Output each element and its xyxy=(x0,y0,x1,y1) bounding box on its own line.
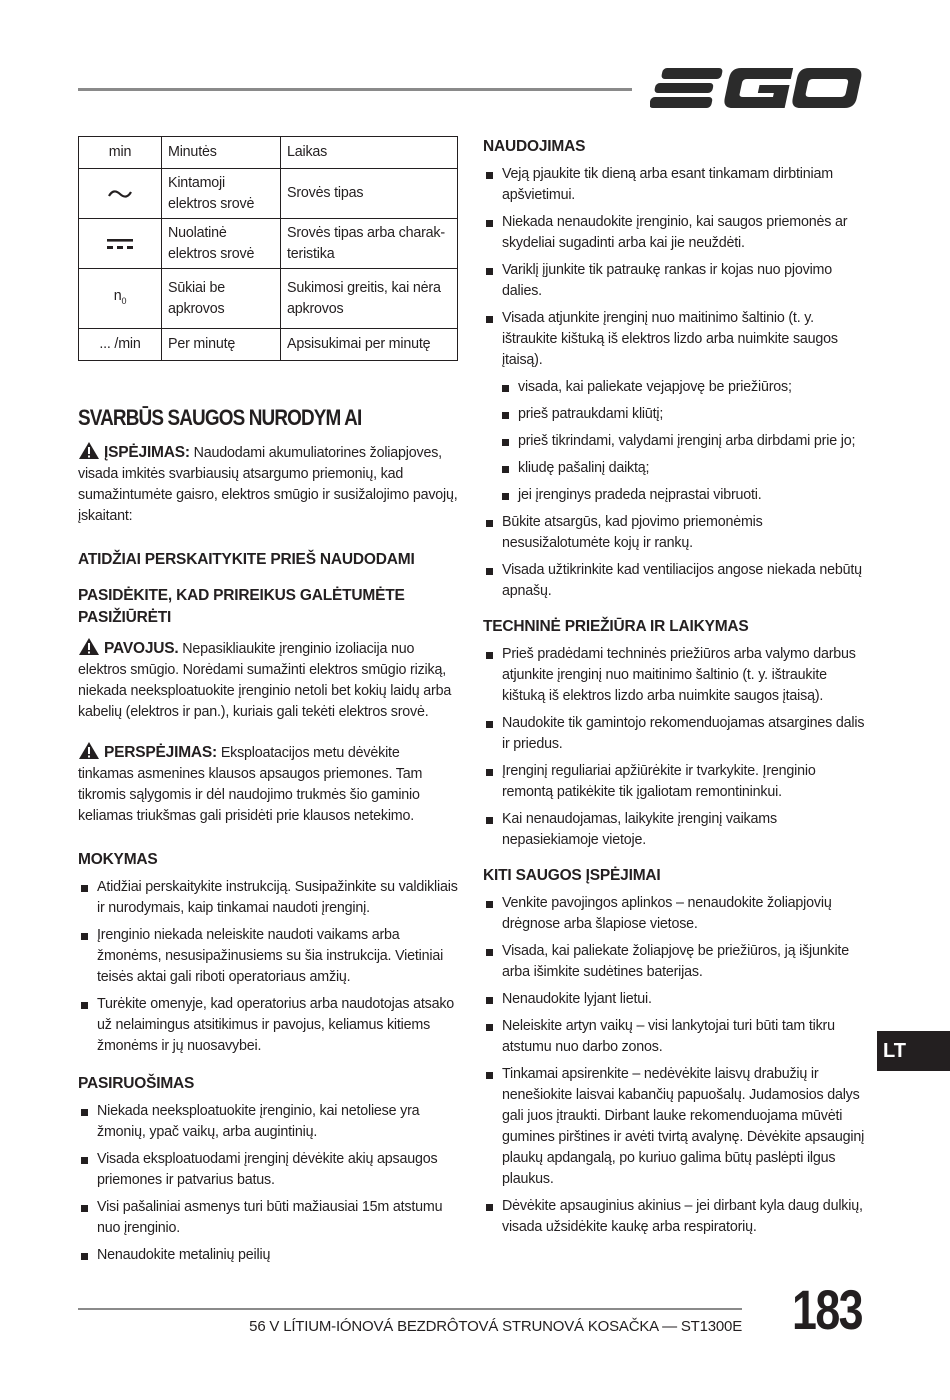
operation-list xyxy=(483,164,865,371)
sub-list-item: visada, kai paliekate vejapjovę be priežiūros; xyxy=(499,377,865,398)
table-row xyxy=(79,329,458,361)
preparation-list xyxy=(78,1101,458,1266)
sub-list-item: prieš patraukdami kliūtį; xyxy=(499,404,865,425)
caution-paragraph xyxy=(78,741,458,827)
list-item: Veją pjaukite tik dieną arba esant tinkamam dirbtiniam apšvietimui. xyxy=(483,164,865,206)
symbol-name: Per minutę xyxy=(162,329,281,361)
list-item: Visada užtikrinkite kad ventiliacijos angose niekada nebūtų apnašų. xyxy=(483,560,865,602)
symbol-desc: Srovės tipas xyxy=(281,169,458,219)
list-item: Nenaudokite lyjant lietui. xyxy=(483,989,865,1010)
list-item: Įrenginį reguliariai apžiūrėkite ir tvarkykite. Įrenginio remontą patikėkite tik įgaliotam remontininkui. xyxy=(483,761,865,803)
warning-title: ĮSPĖJIMAS: xyxy=(104,444,190,461)
list-item: Prieš pradėdami techninės priežiūros arba valymo darbus atjunkite įrenginį nuo maitinimo šaltinio (t. y. ištraukite kištuką iš elektros lizdo arba nuimkite saugos įtaisą). xyxy=(483,644,865,707)
preparation-heading: PASIRUOŠIMAS xyxy=(78,1075,195,1092)
danger-text: Nepasikliaukite įrenginio izoliacija nuo elektros smūgio. Norėdami sumažinti elektros smūgio riziką, niekada neeksploatuokite įrenginio netoli bet kokių laidų arba kabelių (elektros ir pan.), kuriais gali tekėti elektros srovė. xyxy=(78,641,452,720)
symbol-name: Sūkiai be apkrovos xyxy=(162,269,281,329)
read-heading: ATIDŽIAI PERSKAITYKITE PRIEŠ NAUDODAMI xyxy=(78,551,415,568)
training-heading: MOKYMAS xyxy=(78,851,158,868)
other-heading: KITI SAUGOS ĮSPĖJIMAI xyxy=(483,867,661,884)
operation-list-cont xyxy=(483,512,865,602)
warning-triangle-icon xyxy=(78,741,100,760)
warning-triangle-icon xyxy=(78,637,100,656)
caution-title: PERSPĖJIMAS: xyxy=(104,744,218,761)
list-item: Naudokite tik gamintojo rekomenduojamas atsargines dalis ir priedus. xyxy=(483,713,865,755)
right-column xyxy=(483,136,865,1244)
language-tab: LT xyxy=(877,1031,950,1071)
list-item: Niekada neeksploatuokite įrenginio, kai netoliese yra žmonių, ypač vaikų, arba augintinių. xyxy=(78,1101,458,1143)
list-item: Dėvėkite apsauginius akinius – jei dirbant kyla daug dulkių, visada užsidėkite kaukę arba respiratorių. xyxy=(483,1196,865,1238)
list-item: Tinkamai apsirenkite – nedėvėkite laisvų drabužių ir nenešiokite laisvai kabančių papuošalų. Judamosios dalys gali juos įtraukti. Dirbant lauke rekomenduojama mūvėti gumines pirštines ir avėti tvirtą avalynę. Dėvėkite apsauginį plaukų apdangalą, po kuriuo galima būtų paslėpti ilgus plaukus. xyxy=(483,1064,865,1190)
danger-title: PAVOJUS. xyxy=(104,640,179,657)
symbol-desc: Srovės tipas arba charakteristika xyxy=(281,219,458,269)
page-number: 183 xyxy=(792,1278,862,1341)
list-item: Kai nenaudojamas, laikykite įrenginį vaikams nepasiekiamoje vietoje. xyxy=(483,809,865,851)
list-item: Visada atjunkite įrenginį nuo maitinimo šaltinio (t. y. ištraukite kištuką iš elektros lizdo arba nuimkite saugos įtaisą). xyxy=(483,308,865,371)
other-list xyxy=(483,893,865,1238)
table-row xyxy=(79,137,458,169)
danger-paragraph xyxy=(78,637,458,723)
ac-current-icon xyxy=(79,169,162,219)
symbols-table xyxy=(78,136,458,361)
warning-text: Naudodami akumuliatorines žoliapjoves, visada imkitės svarbiausių atsargumo priemonių, kad sumažintumėte gaisro, elektros smūgio ir susižalojimo pavojų, įskaitant: xyxy=(78,445,458,524)
list-item: Atidžiai perskaitykite instrukciją. Susipažinkite su valdikliais ir nurodymais, kaip tinkamai naudoti įrenginį. xyxy=(78,877,458,919)
maintenance-list xyxy=(483,644,865,851)
symbol-name: Kintamoji elektros srovė xyxy=(162,169,281,219)
symbol-cell: ... /min xyxy=(79,329,162,361)
symbol-desc: Sukimosi greitis, kai nėra apkrovos xyxy=(281,269,458,329)
symbol-desc: Apsisukimai per minutę xyxy=(281,329,458,361)
dc-current-icon xyxy=(79,219,162,269)
list-item: Neleiskite artyn vaikų – visi lankytojai turi būti tam tikru atstumu nuo darbo zonos. xyxy=(483,1016,865,1058)
list-item: Venkite pavojingos aplinkos – nenaudokite žoliapjovių drėgnose arba šlapiose vietose. xyxy=(483,893,865,935)
table-row xyxy=(79,269,458,329)
training-list xyxy=(78,877,458,1057)
symbol-name: Nuolatinė elektros srovė xyxy=(162,219,281,269)
symbol-cell: min xyxy=(79,137,162,169)
header-rule xyxy=(78,88,632,91)
list-item: Įrenginio niekada neleiskite naudoti vaikams arba žmonėms, nesusipažinusiems su šia instrukcija. Vietiniai teisės aktai gali riboti operatoriaus amžių. xyxy=(78,925,458,988)
sub-list-item: jei įrenginys pradeda neįprastai vibruoti. xyxy=(499,485,865,506)
sub-list-item: kliudę pašalinį daiktą; xyxy=(499,458,865,479)
footer-rule xyxy=(78,1308,742,1310)
caution-text: Eksploatacijos metu dėvėkite tinkamas asmenines klausos apsaugos priemones. Tam tikromis sąlygomis ir dėl naudojimo trukmės šio gaminio keliamas triukšmas gali prisidėti prie klausos netekimo. xyxy=(78,745,423,824)
section-title: SVARBŪS SAUGOS NURODYM AI xyxy=(78,405,362,430)
operation-sublist xyxy=(483,377,865,506)
operation-heading: NAUDOJIMAS xyxy=(483,138,586,155)
left-column xyxy=(78,136,458,1272)
sub-list-item: prieš tikrindami, valydami įrenginį arba dirbdami prie jo; xyxy=(499,431,865,452)
list-item: Visada, kai paliekate žoliapjovę be priežiūros, ją išjunkite arba išimkite sudėtines baterijas. xyxy=(483,941,865,983)
list-item: Niekada nenaudokite įrenginio, kai saugos priemonės ar skydeliai sugadinti arba kai jie neuždėti. xyxy=(483,212,865,254)
list-item: Visada eksploatuodami įrenginį dėvėkite akių apsaugos priemones ir patvarius batus. xyxy=(78,1149,458,1191)
warning-paragraph xyxy=(78,441,458,527)
table-row xyxy=(79,169,458,219)
list-item: Variklį įjunkite tik patraukę rankas ir kojas nuo pjovimo dalies. xyxy=(483,260,865,302)
list-item: Nenaudokite metalinių peilių xyxy=(78,1245,458,1266)
list-item: Būkite atsargūs, kad pjovimo priemonėmis nesusižalotumėte kojų ir rankų. xyxy=(483,512,865,554)
warning-triangle-icon xyxy=(78,441,100,460)
symbol-desc: Laikas xyxy=(281,137,458,169)
ego-logo xyxy=(650,64,862,112)
no-load-speed-symbol: $n_0$ xyxy=(79,269,162,329)
maintenance-heading: TECHNINĖ PRIEŽIŪRA IR LAIKYMAS xyxy=(483,618,749,635)
list-item: Turėkite omenyje, kad operatorius arba naudotojas atsako už nelaimingus atsitikimus ir pavojus, keliamus kitiems žmonėms ir jų nuosavybei. xyxy=(78,994,458,1057)
table-row xyxy=(79,219,458,269)
symbol-name: Minutės xyxy=(162,137,281,169)
keep-heading: PASIDĖKITE, KAD PRIREIKUS GALĖTUMĖTE PASIŽIŪRĖTI xyxy=(78,587,405,626)
footer-text: 56 V LÍTIUM-IÓNOVÁ BEZDRÔTOVÁ STRUNOVÁ KOSAČKA — ST1300E xyxy=(249,1318,742,1335)
list-item: Visi pašaliniai asmenys turi būti mažiausiai 15m atstumu nuo įrenginio. xyxy=(78,1197,458,1239)
